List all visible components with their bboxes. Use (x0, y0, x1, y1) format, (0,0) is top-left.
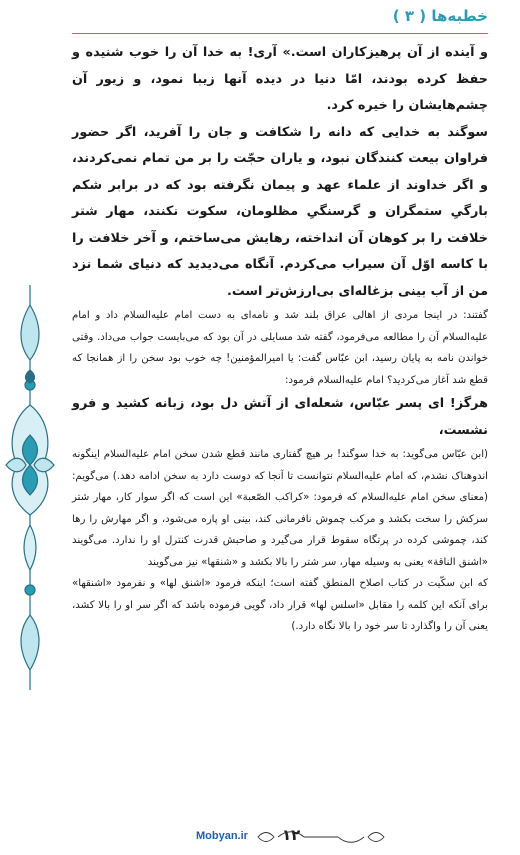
main-paragraph: و آینده از آن پرهیزکاران است.» آری! به خدا آن را خوب شنیده و حفظ کرده بودند، امّا دنیا در دیده آنها زیبا نمود، و زیور آن چشم‌هایشان را خیره کرد. (72, 45, 488, 113)
chapter-title: خطبه‌ها ( ۳ ) (392, 7, 488, 25)
page-number: ۱۲ (282, 826, 301, 844)
commentary-paragraph: (ابن عبّاس می‌گوید: به خدا سوگند! بر هیچ گفتاری مانند قطع شدن سخن امام علیه‌السلام اینگونه اندوهناک نشدم، که امام علیه‌السلام نتوانست تا آنجا که دوست دارد به سخن ادامه دهد.) می‌گویم: (معنای سخن امام علیه‌السلام که فرمود: «کراکب الصّعبة» این است که اگر سوار کار، مهار شتر سرکش را سخت بکشد و مرکب چموش نافرمانی کند، بینی او پاره می‌شود، و اگر مهارش را رها کند، چموشی کرده در پرتگاه سقوط قرار می‌گیرد و صاحبش قدرت کنترل او را ندارد. می‌گویند «اشنق الناقة» یعنی به وسیله مهار، سر شتر را بالا بکشد و «شنقها» نیز می‌گویند (72, 449, 488, 568)
main-paragraph: هرگز! ای پسر عبّاس، شعله‌ای از آتش دل بود، زبانه کشید و فرو نشست، (72, 396, 488, 438)
header-divider (72, 33, 488, 34)
main-paragraph: سوگند به خدایی که دانه را شکافت و جان را آفرید، اگر حضور فراوان بیعت کنندگان نبود، و یاران حجّت را بر من تمام نمی‌کردند، و اگر خداوند از علماء عهد و پیمان نگرفته بود که در برابر شکم بارگیِ ستمگران و گرسنگیِ مظلومان، سکوت نکنند، مهار شتر خلافت را بر کوهان آن انداخته، رهایش می‌ساختم، و آخر خلافت را با کاسه اوّل آن سیراب می‌کردم. آنگاه می‌دیدید که دنیای شما نزد من از آب بینی بزغاله‌ای بی‌ارزش‌تر است. (72, 124, 488, 299)
commentary-paragraph: که ابن سکّیت در کتاب اصلاح المنطق گفته است؛ اینکه فرمود «اشنق لها» و نفرمود «اشنقها» برای آنکه این کلمه را مقابل «اسلس لها» قرار داد، گویی فرموده باشد که اگر سر او را بالا کشد، یعنی آن را واگذارد تا سر خود را بالا نگاه دارد.) (72, 578, 488, 632)
page-header (0, 0, 520, 36)
page-footer (0, 818, 520, 855)
commentary-paragraph: گفتند: در اینجا مردی از اهالی عراق بلند شد و نامه‌ای به دست امام علیه‌السلام داد و امام علیه‌السلام آن را مطالعه می‌فرمود، گفته شد مسایلی در آن بود که می‌بایست جواب می‌داد. وقتی خواندن نامه به پایان رسید، ابن عبّاس گفت: یا امیرالمؤمنین! چه خوب بود سخن را از همانجا که قطع شد آغاز می‌کردید؟ امام علیه‌السلام فرمود: (72, 310, 488, 386)
site-logo: Mobyan.ir (196, 830, 248, 842)
page-content (72, 40, 488, 638)
footer-ornament-icon (256, 824, 386, 850)
margin-ornament-icon (4, 285, 56, 690)
